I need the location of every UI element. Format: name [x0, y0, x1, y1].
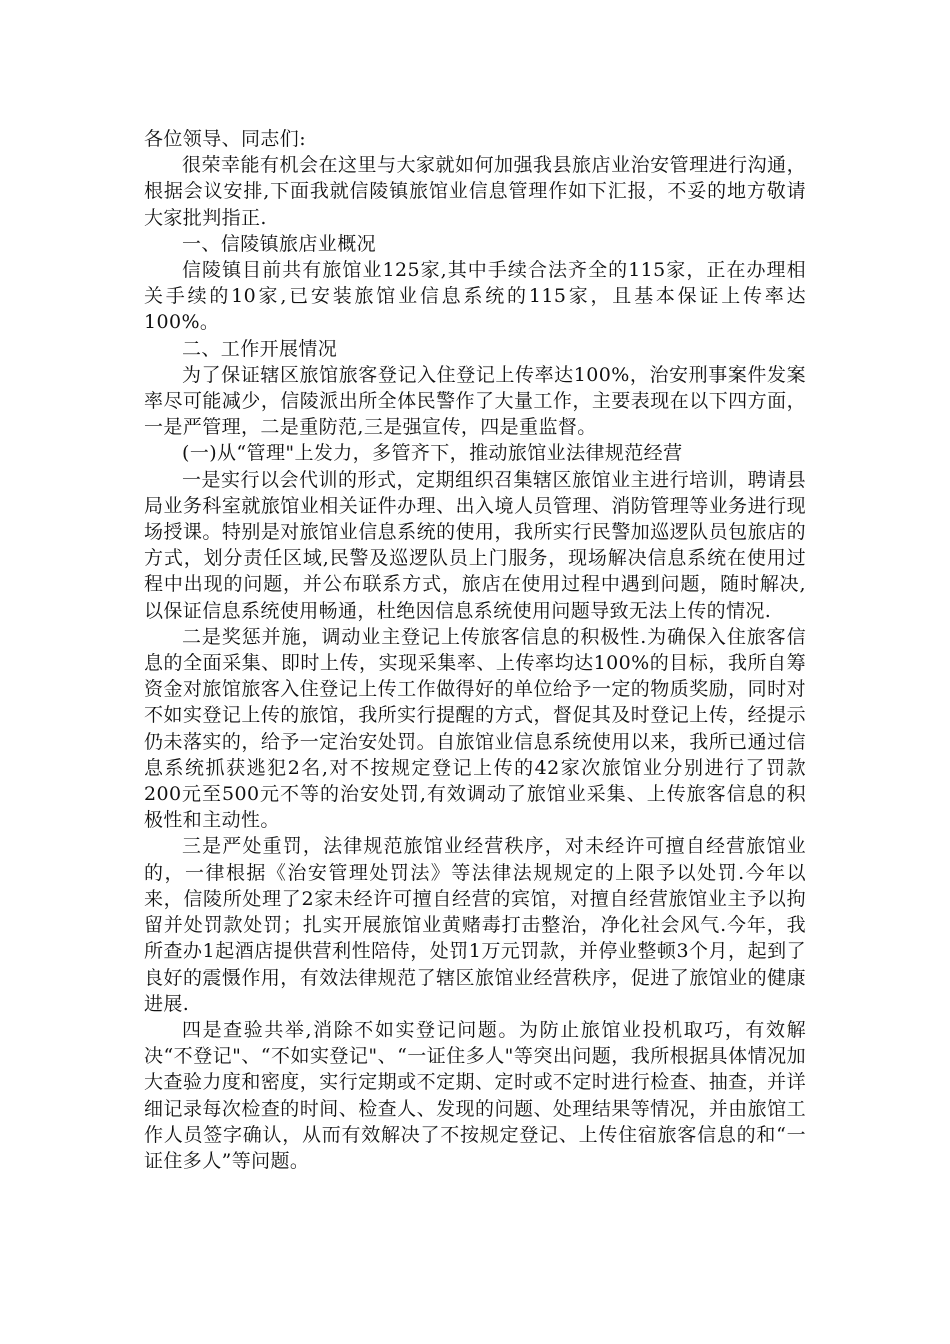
section-heading-overview: 一、信陵镇旅店业概况: [182, 232, 377, 255]
work-summary-paragraph: 为了保证辖区旅馆旅客登记入住登记上传率达100%，治安刑事案件发案率尽可能减少，信陵派出所全体民警作了大量工作，主要表现在以下四方面，一是严管理，二是重防范,三是强宣传，四是重监督。: [144, 363, 806, 439]
intro-paragraph: 很荣幸能有机会在这里与大家就如何加强我县旅店业治安管理进行沟通，根据会议安排,下面我就信陵镇旅馆业信息管理作如下汇报，不妥的地方敬请大家批判指正.: [144, 154, 806, 229]
subsection-heading-management: (一)从“管理"上发力，多管齐下，推动旅馆业法律规范经营: [182, 442, 683, 465]
point-three-paragraph: 三是严处重罚，法律规范旅馆业经营秩序，对未经许可擅自经营旅馆业的，一律根据《治安管理处罚法》等法律法规规定的上限予以处罚.今年以来，信陵所处理了2家未经许可擅自经营的宾馆，对擅自经营旅馆业主予以拘留并处罚款处罚；扎实开展旅馆业黄赌毒打击整治，净化社会风气.今年，我所查办1起酒店提供营利性陪侍，处罚1万元罚款，并停业整顿3个月，起到了良好的震慑作用，有效法律规范了辖区旅馆业经营秩序，促进了旅馆业的健康进展.: [144, 835, 806, 1015]
point-four-paragraph: 四是查验共举,消除不如实登记问题。为防止旅馆业投机取巧，有效解决“不登记"、“不如实登记"、“一证住多人"等突出问题，我所根据具体情况加大查验力度和密度，实行定期或不定期、定时或不定时进行检查、抽查，并详细记录每次检查的时间、检查人、发现的问题、处理结果等情况，并由旅馆工作人员签字确认，从而有效解决了不按规定登记、上传住宿旅客信息的和“一证住多人”等问题。: [144, 1018, 806, 1172]
point-two-paragraph: 二是奖惩并施，调动业主登记上传旅客信息的积极性.为确保入住旅客信息的全面采集、即时上传，实现采集率、上传率均达100%的目标，我所自筹资金对旅馆旅客入住登记上传工作做得好的单位给予一定的物质奖励，同时对不如实登记上传的旅馆，我所实行提醒的方式，督促其及时登记上传，经提示仍未落实的，给予一定治安处罚。自旅馆业信息系统使用以来，我所已通过信息系统抓获逃犯2名,对不按规定登记上传的42家次旅馆业分别进行了罚款200元至500元不等的治安处罚,有效调动了旅馆业采集、上传旅客信息的积极性和主动性。: [144, 625, 806, 832]
section-heading-work: 二、工作开展情况: [182, 337, 338, 360]
overview-paragraph: 信陵镇目前共有旅馆业125家,其中手续合法齐全的115家，正在办理相关手续的10家,已安装旅馆业信息系统的115家，且基本保证上传率达100%。: [144, 259, 806, 334]
point-one-paragraph: 一是实行以会代训的形式，定期组织召集辖区旅馆业主进行培训，聘请县局业务科室就旅馆业相关证件办理、出入境人员管理、消防管理等业务进行现场授课。特别是对旅馆业信息系统的使用，我所实行民警加巡逻队员包旅店的方式，划分责任区域,民警及巡逻队员上门服务，现场解决信息系统在使用过程中出现的问题，并公布联系方式，旅店在使用过程中遇到问题，随时解决,以保证信息系统使用畅通，杜绝因信息系统使用问题导致无法上传的情况.: [144, 468, 806, 622]
document-body: [144, 126, 806, 1174]
salutation: 各位领导、同志们:: [144, 128, 307, 150]
